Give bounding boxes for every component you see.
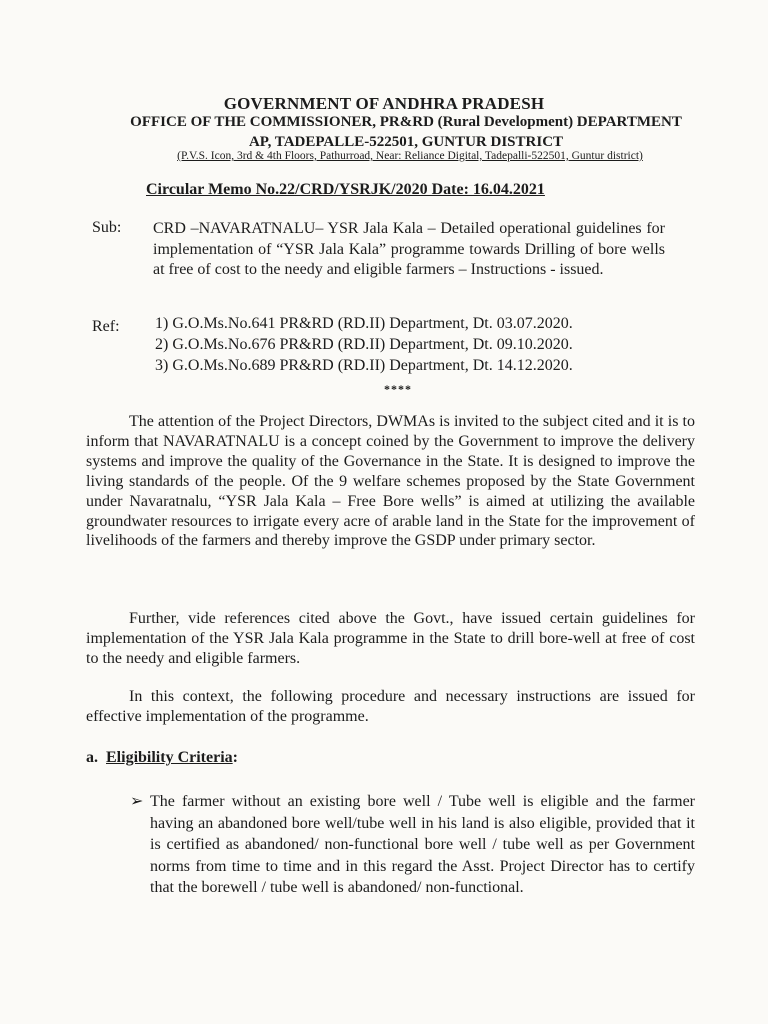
paragraph-context-text: In this context, the following procedure and necessary instructions are issued for effective implementation of the programme.: [86, 688, 695, 725]
eligibility-bullet-text: The farmer without an existing bore well / Tube well is eligible and the farmer having an abandoned bore well/tube well in his land is also eligible, provided that it is certified as abandoned/ non-functional bore well / tube well as per Government norms from time to time and in this regard the Asst. Project Director has to certify that the borewell / tube well is abandoned/ non-functional.: [150, 793, 695, 897]
office-address-text: (P.V.S. Icon, 3rd & 4th Floors, Pathurroad, Near: Reliance Digital, Tadepalli-522501, Guntur district): [177, 150, 643, 162]
paragraph-intro: [86, 412, 695, 551]
paragraph-context: [86, 687, 695, 727]
section-heading-text: Eligibility Criteria: [106, 749, 233, 766]
government-title: GOVERNMENT OF ANDHRA PRADESH: [223, 94, 545, 113]
reference-item: 1) G.O.Ms.No.641 PR&RD (RD.II) Department, Dt. 03.07.2020.: [155, 315, 573, 332]
paragraph-intro-text: The attention of the Project Directors, DWMAs is invited to the subject cited and it is to inform that NAVARATNALU is a concept coined by the Government to improve the delivery systems and improve the quality of the Governance in the State. It is designed to improve the living standards of the people. Of the 9 welfare schemes proposed by the State Government under Navaratnalu, “YSR Jala Kala – Free Bore wells” is aimed at utilizing the available groundwater resources to irrigate every acre of arable land in the State for the improvement of livelihoods of the farmers and thereby improve the GSDP under primary sector.: [86, 413, 695, 550]
section-marker: a.: [86, 749, 98, 766]
office-title: OFFICE OF THE COMMISSIONER, PR&RD (Rural Development) DEPARTMENT: [130, 114, 682, 130]
circular-memo-title: Circular Memo No.22/CRD/YSRJK/2020 Date: 16.04.2021: [146, 181, 545, 198]
reference-label: Ref:: [92, 318, 120, 335]
section-eligibility-heading: [86, 749, 238, 767]
subject-text: CRD –NAVARATNALU– YSR Jala Kala – Detailed operational guidelines for implementation of “YSR Jala Kala” programme towards Drilling of bore wells at free of cost to the needy and eligible farmers – Instructions - issued.: [153, 220, 665, 278]
location-line: AP, TADEPALLE-522501, GUNTUR DISTRICT: [248, 134, 564, 150]
section-heading-colon: :: [232, 749, 238, 766]
arrow-bullet-icon: ➢: [130, 793, 144, 810]
office-address: [26, 150, 768, 162]
reference-item: 2) G.O.Ms.No.676 PR&RD (RD.II) Department, Dt. 09.10.2020.: [155, 336, 573, 353]
separator-stars: ****: [384, 382, 412, 396]
reference-item: 3) G.O.Ms.No.689 PR&RD (RD.II) Department, Dt. 14.12.2020.: [155, 357, 573, 374]
subject-label: Sub:: [92, 219, 122, 236]
paragraph-references-text: Further, vide references cited above the Govt., have issued certain guidelines for implementation of the YSR Jala Kala programme in the State to drill bore-well at free of cost to the needy and eligible farmers.: [86, 610, 695, 667]
reference-list: [155, 313, 573, 376]
paragraph-references: [86, 609, 695, 669]
